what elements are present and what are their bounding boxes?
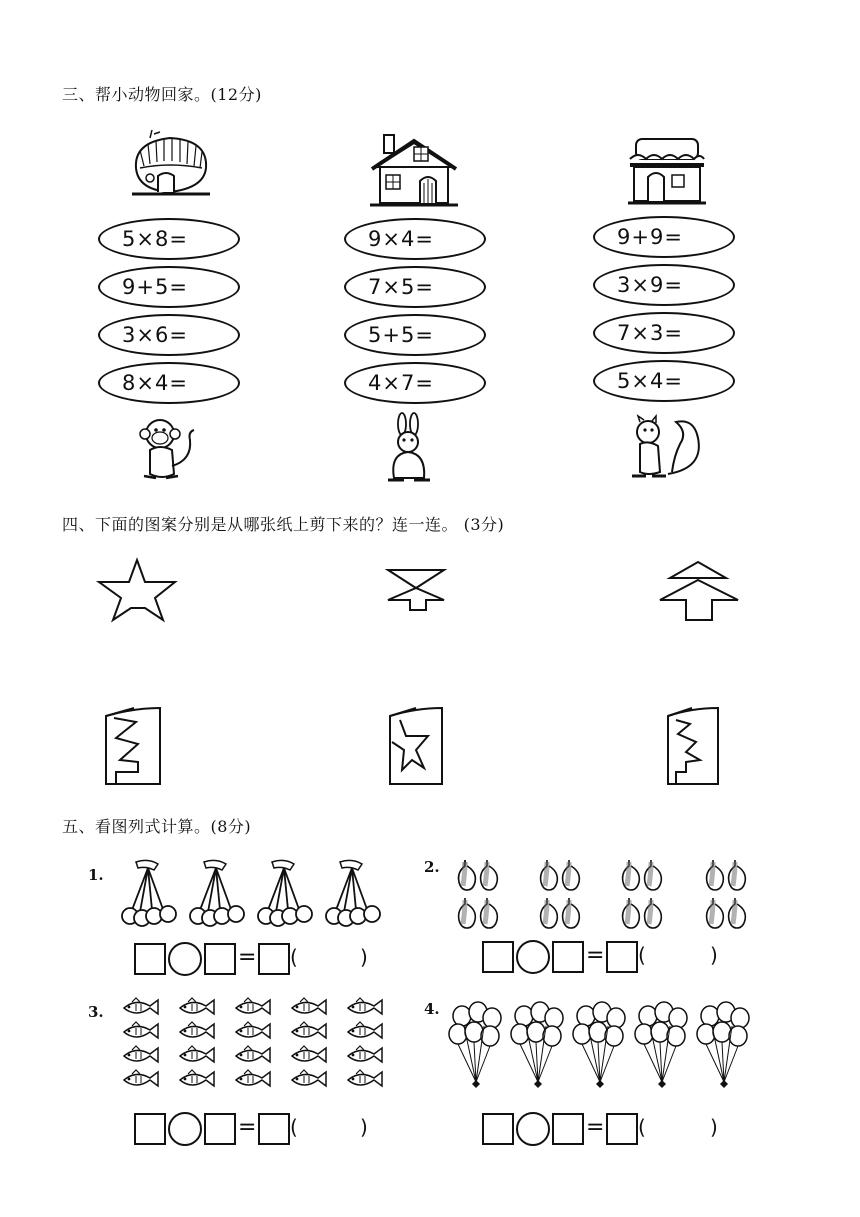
folded-paper-2-icon[interactable] [388,704,448,786]
awning-house-icon [626,131,708,209]
equals-sign: = [586,943,605,968]
operator-circle[interactable] [516,940,550,974]
equation-row [134,1113,374,1145]
unit-close-paren: ) [710,943,718,967]
expression-oval[interactable] [98,362,240,404]
unit-close-paren: ) [360,1115,368,1139]
section-3-title: 三、帮小动物回家。(12分) [62,85,262,104]
problem-number: 1. [88,866,104,884]
squirrel-icon [628,414,704,482]
equals-sign: = [586,1115,605,1140]
operator-circle[interactable] [168,942,202,976]
answer-box[interactable] [482,941,514,973]
answer-box[interactable] [204,1113,236,1145]
unit-close-paren: ) [710,1115,718,1139]
section-5-title: 五、看图列式计算。(8分) [62,817,252,836]
unit-open-paren: ( [290,945,298,969]
answer-box[interactable] [552,941,584,973]
fish-icon [120,998,386,1096]
section-4-title: 四、下面的图案分别是从哪张纸上剪下来的？连一连。 (3分) [62,515,505,534]
answer-box[interactable] [606,941,638,973]
expression-oval[interactable] [593,312,735,354]
expression-oval[interactable] [593,360,735,402]
balloons-icon [448,1004,758,1092]
answer-box[interactable] [204,943,236,975]
monkey-icon [136,416,202,486]
equation-row [482,1113,722,1145]
expression-text: 9×4= [368,227,434,251]
expression-oval[interactable] [593,216,735,258]
equals-sign: = [238,1115,257,1140]
operator-circle[interactable] [168,1112,202,1146]
chimney-house-icon [368,133,460,209]
expression-text: 3×9= [617,273,683,297]
folded-paper-3-icon[interactable] [666,704,724,786]
expression-oval[interactable] [344,218,486,260]
mushroom-house-icon [130,128,212,206]
expression-oval[interactable] [98,314,240,356]
expression-oval[interactable] [98,218,240,260]
expression-text: 7×3= [617,321,683,345]
unit-close-paren: ) [360,945,368,969]
problem-number: 3. [88,1003,104,1021]
expression-text: 5×4= [617,369,683,393]
answer-box[interactable] [258,943,290,975]
answer-box[interactable] [258,1113,290,1145]
unit-open-paren: ( [290,1115,298,1139]
operator-circle[interactable] [516,1112,550,1146]
expression-oval[interactable] [593,264,735,306]
arrow-tree-shape-icon[interactable] [658,560,740,622]
equation-row [134,943,374,975]
answer-box[interactable] [134,943,166,975]
expression-text: 9+9= [617,225,683,249]
rabbit-icon [384,414,434,484]
expression-text: 3×6= [122,323,188,347]
folded-paper-1-icon[interactable] [104,704,166,786]
star-shape-icon[interactable] [97,558,179,622]
expression-oval[interactable] [344,266,486,308]
expression-oval[interactable] [98,266,240,308]
cherries-icon [118,858,390,928]
unit-open-paren: ( [638,1115,646,1139]
equals-sign: = [238,945,257,970]
expression-oval[interactable] [344,362,486,404]
expression-oval[interactable] [344,314,486,356]
answer-box[interactable] [482,1113,514,1145]
expression-text: 9+5= [122,275,188,299]
answer-box[interactable] [606,1113,638,1145]
answer-box[interactable] [134,1113,166,1145]
expression-text: 8×4= [122,371,188,395]
expression-text: 4×7= [368,371,434,395]
unit-open-paren: ( [638,943,646,967]
problem-number: 4. [424,1000,440,1018]
expression-text: 5+5= [368,323,434,347]
expression-text: 5×8= [122,227,188,251]
pears-icon [455,856,755,930]
expression-text: 7×5= [368,275,434,299]
answer-box[interactable] [552,1113,584,1145]
equation-row [482,941,722,973]
problem-number: 2. [424,858,440,876]
bowtie-shape-icon[interactable] [386,568,448,614]
